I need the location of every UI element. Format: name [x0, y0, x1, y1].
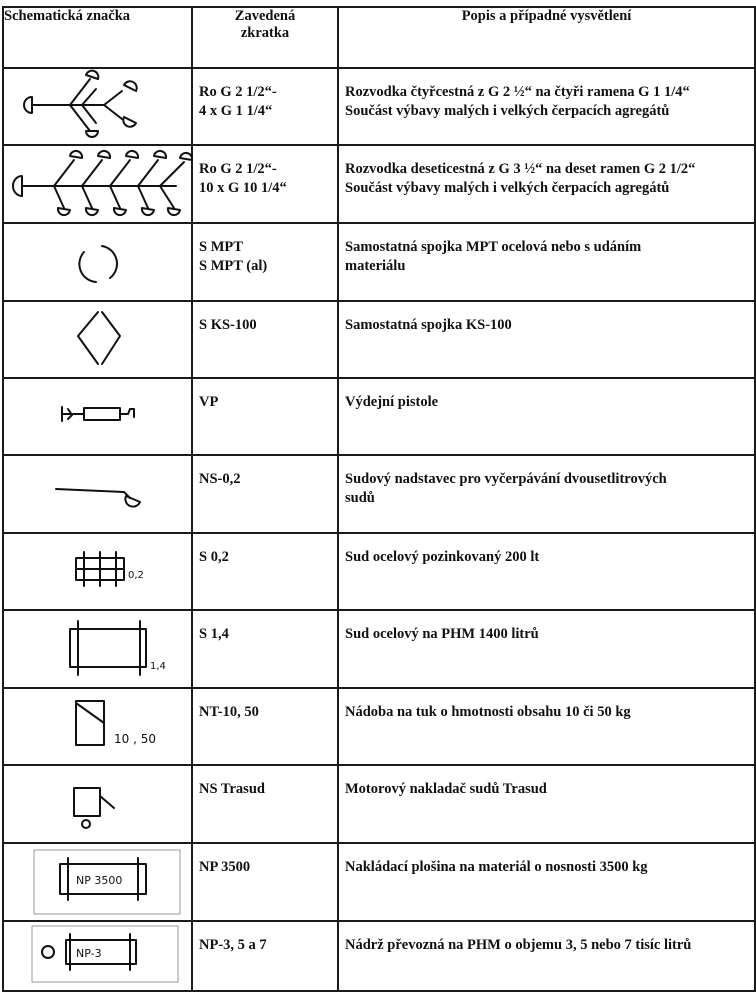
abbreviation-cell [192, 688, 338, 765]
description-line: Výdejní pistole [345, 394, 439, 410]
description-line: Součást výbavy malých i velkých čerpacích agregátů [345, 180, 670, 196]
abbreviation-line: S 1,4 [199, 626, 229, 642]
symbol-cell [3, 843, 192, 921]
header-abbreviation-line: zkratka [240, 25, 290, 41]
table-row [3, 533, 755, 610]
table-row [3, 610, 755, 688]
dispensing-gun-icon [4, 379, 193, 456]
abbreviation-line: NT-10, 50 [199, 704, 259, 720]
description-cell [338, 843, 755, 921]
barrel-capacity-label: 0,2 [128, 570, 144, 581]
abbreviation-line: Ro G 2 1/2“- [199, 84, 277, 100]
header-row [3, 7, 755, 68]
abbreviation-cell [192, 145, 338, 223]
description-cell [338, 921, 755, 991]
description-line: Součást výbavy malých i velkých čerpacích agregátů [345, 103, 670, 119]
symbol-legend-table [2, 6, 756, 992]
description-line: Sud ocelový na PHM 1400 litrů [345, 626, 539, 642]
description-cell [338, 223, 755, 301]
header-description: Popis a případné vysvětlení [338, 7, 755, 68]
abbreviation-line: S KS-100 [199, 317, 257, 333]
abbreviation-line: S 0,2 [199, 549, 229, 565]
abbreviation-line: 10 x G 10 1/4“ [199, 180, 287, 196]
abbreviation-line: 4 x G 1 1/4“ [199, 103, 273, 119]
abbreviation-cell [192, 455, 338, 533]
abbreviation-cell [192, 610, 338, 688]
symbol-cell [3, 765, 192, 843]
abbreviation-line: S MPT (al) [199, 258, 268, 274]
symbol-cell [3, 223, 192, 301]
container-weight-label: 10 , 50 [114, 732, 156, 746]
grease-container-icon [4, 689, 193, 766]
description-line: Motorový nakladač sudů Trasud [345, 781, 547, 797]
table-row [3, 145, 755, 223]
table-row [3, 921, 755, 991]
header-abbreviation [192, 7, 338, 68]
description-cell [338, 765, 755, 843]
table-row [3, 688, 755, 765]
symbol-cell [3, 688, 192, 765]
symbol-cell [3, 533, 192, 610]
description-line: Rozvodka deseticestná z G 3 ½“ na deset ramen G 2 1/2“ [345, 161, 696, 177]
transport-tank-icon [4, 922, 193, 992]
abbreviation-line: NS Trasud [199, 781, 265, 797]
description-cell [338, 688, 755, 765]
abbreviation-cell [192, 378, 338, 455]
abbreviation-cell [192, 843, 338, 921]
table-row [3, 223, 755, 301]
abbreviation-cell [192, 223, 338, 301]
symbol-cell [3, 145, 192, 223]
description-line: Nádrž převozná na PHM o objemu 3, 5 nebo 7 tisíc litrů [345, 937, 692, 953]
table-row [3, 843, 755, 921]
symbol-cell [3, 378, 192, 455]
abbreviation-cell [192, 68, 338, 145]
description-line: Samostatná spojka MPT ocelová nebo s udáním [345, 239, 642, 255]
abbreviation-cell [192, 301, 338, 378]
symbol-cell [3, 301, 192, 378]
description-cell [338, 301, 755, 378]
ten-way-distributor-icon [4, 146, 193, 224]
table-row [3, 455, 755, 533]
symbol-cell [3, 455, 192, 533]
description-cell [338, 533, 755, 610]
tank-label: NP-3 [76, 947, 102, 960]
symbol-cell [3, 921, 192, 991]
abbreviation-cell [192, 765, 338, 843]
description-cell [338, 68, 755, 145]
symbol-cell [3, 610, 192, 688]
platform-label: NP 3500 [76, 874, 123, 887]
description-cell [338, 455, 755, 533]
description-cell [338, 378, 755, 455]
description-line: Nakládací plošina na materiál o nosnosti 3500 kg [345, 859, 648, 875]
barrel-200l-icon [4, 534, 193, 611]
table-row [3, 301, 755, 378]
four-way-distributor-icon [4, 69, 193, 146]
barrel-capacity-label: 1,4 [150, 661, 166, 672]
abbreviation-line: Ro G 2 1/2“- [199, 161, 277, 177]
barrel-loader-icon [4, 766, 193, 844]
description-line: materiálu [345, 258, 406, 274]
description-line: Sud ocelový pozinkovaný 200 lt [345, 549, 540, 565]
loading-platform-icon [4, 844, 193, 922]
abbreviation-cell [192, 921, 338, 991]
description-line: Sudový nadstavec pro vyčerpávání dvousetlitrových [345, 471, 667, 487]
description-line: Nádoba na tuk o hmotnosti obsahu 10 či 50 kg [345, 704, 631, 720]
description-cell [338, 145, 755, 223]
description-cell [338, 610, 755, 688]
symbol-cell [3, 68, 192, 145]
coupling-mpt-icon [4, 224, 193, 302]
header-abbreviation-line: Zavedená [234, 8, 296, 24]
description-line: sudů [345, 490, 375, 506]
barrel-attachment-icon [4, 456, 193, 534]
abbreviation-line: NP-3, 5 a 7 [199, 937, 267, 953]
abbreviation-line: NS-0,2 [199, 471, 241, 487]
header-symbol: Schematická značka [3, 7, 192, 68]
abbreviation-line: NP 3500 [199, 859, 251, 875]
abbreviation-line: VP [199, 394, 219, 410]
table-row [3, 378, 755, 455]
abbreviation-line: S MPT [199, 239, 243, 255]
barrel-1400l-icon [4, 611, 193, 689]
table-row [3, 765, 755, 843]
table-row [3, 68, 755, 145]
description-line: Rozvodka čtyřcestná z G 2 ½“ na čtyři ramena G 1 1/4“ [345, 84, 690, 100]
description-line: Samostatná spojka KS-100 [345, 317, 512, 333]
coupling-ks100-icon [4, 302, 193, 379]
abbreviation-cell [192, 533, 338, 610]
